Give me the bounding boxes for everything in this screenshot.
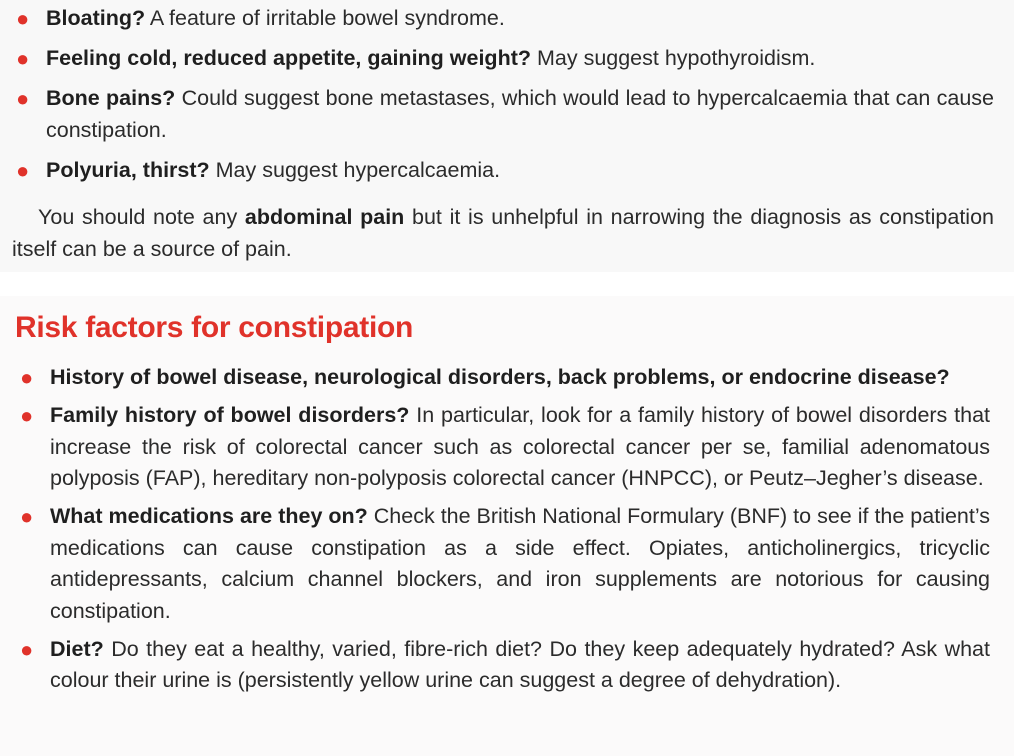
bullet-icon: ●: [16, 86, 30, 111]
abdominal-pain-paragraph: [12, 202, 994, 265]
bullet-question: History of bowel disease, neurological disorders, back problems, or endocrine disease?: [50, 365, 950, 389]
list-item: [16, 634, 990, 697]
list-item: [12, 43, 994, 75]
risk-factor-list: [16, 362, 990, 703]
paragraph-bold: abdominal pain: [244, 205, 405, 229]
bullet-icon: ●: [16, 6, 30, 31]
symptom-list: [12, 3, 994, 195]
paragraph-text-start: You should note any: [38, 205, 245, 229]
bullet-icon: ●: [16, 46, 30, 71]
list-item: [16, 400, 990, 495]
bullet-question: Feeling cold, reduced appetite, gaining weight?: [46, 46, 531, 70]
bullet-icon: ●: [20, 636, 34, 662]
list-item: [16, 362, 990, 394]
bullet-text: Do they eat a healthy, varied, fibre-rich diet? Do they keep adequately hydrated? Ask what colour their urine is (persistently yellow urine can suggest a degree of dehydration).: [50, 636, 990, 692]
bullet-text: May suggest hypothyroidism.: [531, 46, 816, 70]
bullet-question: What medications are they on?: [50, 504, 368, 528]
list-item: [12, 155, 994, 187]
bullet-question: Diet?: [50, 636, 104, 661]
bullet-text: Could suggest bone metastases, which would lead to hypercalcaemia that can cause constipation.: [46, 86, 994, 142]
list-item: [12, 83, 994, 146]
list-item: [16, 501, 990, 627]
bullet-question: Family history of bowel disorders?: [50, 403, 410, 427]
bullet-question: Polyuria, thirst?: [46, 157, 210, 182]
bullet-question: Bloating?: [46, 6, 146, 30]
bullet-text: May suggest hypercalcaemia.: [209, 157, 501, 182]
bullet-question: Bone pains?: [46, 86, 176, 110]
bullet-icon: ●: [20, 504, 34, 529]
section-heading: Risk factors for constipation: [15, 311, 414, 344]
list-item: [12, 3, 994, 35]
bullet-text: Check the British National Formulary (BNF) to see if the patient’s medications can cause constipation as a side effect. Opiates, anticholinergics, tricyclic antidepressants, calcium channel blockers, and iron supplements are notorious for causing constipation.: [50, 504, 990, 623]
bullet-icon: ●: [20, 403, 34, 428]
paragraph-text-end: but it is unhelpful in narrowing the diagnosis as constipation itself can be a source of pain.: [12, 205, 994, 261]
bullet-icon: ●: [16, 157, 30, 183]
bullet-icon: ●: [20, 365, 34, 390]
bullet-text: In particular, look for a family history of bowel disorders that increase the risk of colorectal cancer such as colorectal cancer per se, familial adenomatous polyposis (FAP), hereditary non-polyposis colorectal cancer (HNPCC), or Peutz–Jegher’s disease.: [50, 403, 990, 490]
bullet-text: A feature of irritable bowel syndrome.: [145, 6, 505, 30]
